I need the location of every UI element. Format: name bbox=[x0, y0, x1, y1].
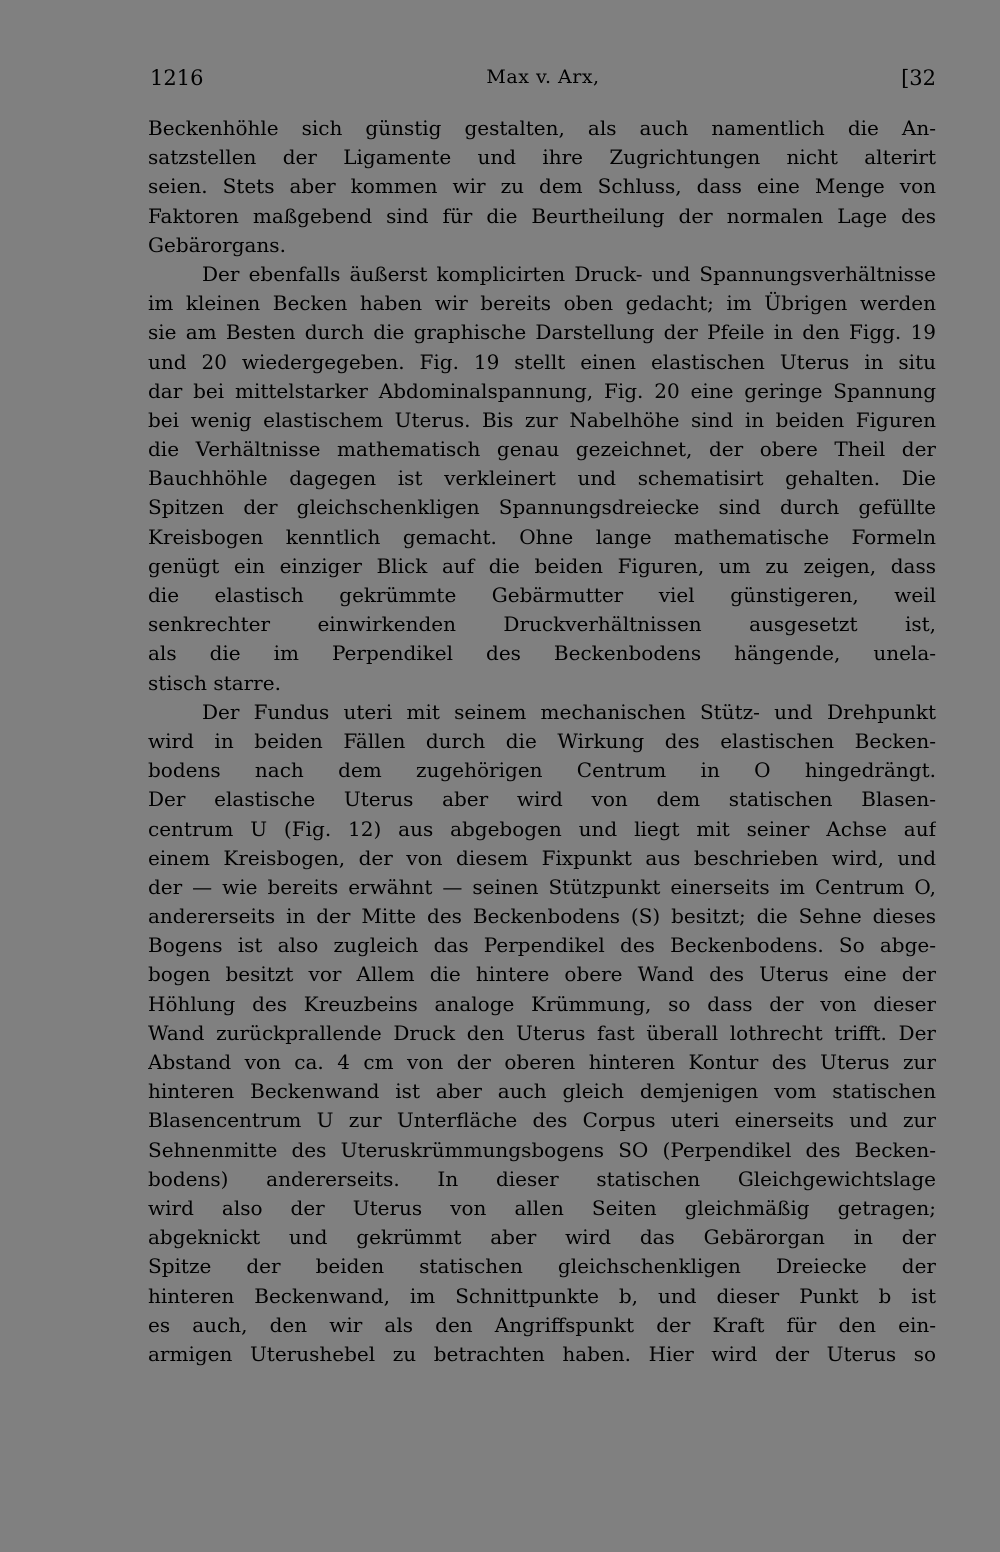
text-line: bei wenig elastischem Uterus. Bis zur Nabelhöhe sind in beiden Figuren bbox=[148, 407, 936, 432]
text-line: Bogens ist also zugleich das Perpendikel des Beckenbodens. So abge- bbox=[148, 933, 936, 958]
text-line: Bauchhöhle dagegen ist verkleinert und schematisirt gehalten. Die bbox=[148, 466, 936, 491]
text-line: centrum U (Fig. 12) aus abgebogen und liegt mit seiner Achse auf bbox=[148, 816, 936, 841]
text-line: Der elastische Uterus aber wird von dem statischen Blasen- bbox=[148, 787, 936, 812]
text-line: hinteren Beckenwand, im Schnittpunkte b, und dieser Punkt b ist bbox=[148, 1283, 936, 1308]
text-line: bodens) andererseits. In dieser statischen Gleichgewichtslage bbox=[148, 1166, 936, 1191]
text-line: die elastisch gekrümmte Gebärmutter viel günstigeren, weil bbox=[148, 583, 936, 607]
paragraph-first-line: Der ebenfalls äußerst komplicirten Druck- und Spannungsverhältnisse bbox=[202, 261, 936, 286]
text-line: hinteren Beckenwand ist aber auch gleich demjenigen vom statischen bbox=[148, 1079, 936, 1104]
text-line: es auch, den wir als den Angriffspunkt der Kraft für den ein- bbox=[148, 1312, 936, 1337]
text-line: andererseits in der Mitte des Beckenbodens (S) besitzt; die Sehne dieses bbox=[148, 904, 936, 929]
text-line: Beckenhöhle sich günstig gestalten, als auch namentlich die An- bbox=[148, 116, 936, 140]
text-line: dar bei mittelstarker Abdominalspannung, Fig. 20 eine geringe Spannung bbox=[148, 378, 936, 403]
text-line: einem Kreisbogen, der von diesem Fixpunkt aus beschrieben wird, und bbox=[148, 845, 936, 870]
text-line: bogen besitzt vor Allem die hintere obere Wand des Uterus eine der bbox=[148, 962, 936, 987]
text-line: armigen Uterushebel zu betrachten haben. Hier wird der Uterus so bbox=[148, 1341, 936, 1366]
text-line: sie am Besten durch die graphische Darstellung der Pfeile in den Figg. 19 bbox=[148, 320, 936, 345]
page-number: 1216 bbox=[150, 66, 204, 90]
section-number: [32 bbox=[901, 66, 936, 90]
text-line: stisch starre. bbox=[148, 670, 281, 695]
text-line: Faktoren maßgebend sind für die Beurtheilung der normalen Lage des bbox=[148, 203, 936, 228]
body-text bbox=[148, 114, 936, 1369]
text-line: wird in beiden Fällen durch die Wirkung des elastischen Becken- bbox=[148, 728, 936, 753]
text-line: Spitzen der gleichschenkligen Spannungsdreiecke sind durch gefüllte bbox=[148, 495, 936, 520]
text-line: als die im Perpendikel des Beckenbodens hängende, unela- bbox=[148, 641, 936, 666]
text-line: der — wie bereits erwähnt — seinen Stützpunkt einerseits im Centrum O, bbox=[148, 874, 936, 899]
text-line: Blasencentrum U zur Unterfläche des Corpus uteri einerseits und zur bbox=[148, 1108, 936, 1133]
text-line: seien. Stets aber kommen wir zu dem Schluss, dass eine Menge von bbox=[148, 174, 936, 199]
text-line: und 20 wiedergegeben. Fig. 19 stellt einen elastischen Uterus in situ bbox=[148, 349, 936, 374]
text-line: im kleinen Becken haben wir bereits oben gedacht; im Übrigen werden bbox=[148, 291, 936, 316]
running-head: Max v. Arx, bbox=[486, 66, 600, 88]
text-line: bodens nach dem zugehörigen Centrum in O hingedrängt. bbox=[148, 758, 936, 783]
text-line: Kreisbogen kenntlich gemacht. Ohne lange mathematische Formeln bbox=[148, 524, 936, 549]
text-line: genügt ein einziger Blick auf die beiden Figuren, um zu zeigen, dass bbox=[148, 553, 936, 578]
text-line: Abstand von ca. 4 cm von der oberen hinteren Kontur des Uterus zur bbox=[148, 1050, 936, 1074]
text-line: Wand zurückprallende Druck den Uterus fast überall lothrecht trifft. Der bbox=[148, 1020, 936, 1045]
text-line: Sehnenmitte des Uteruskrümmungsbogens SO (Perpendikel des Becken- bbox=[148, 1137, 936, 1162]
text-line: Gebärorgans. bbox=[148, 232, 286, 257]
page-header bbox=[150, 66, 936, 96]
paragraph-first-line: Der Fundus uteri mit seinem mechanischen Stütz- und Drehpunkt bbox=[202, 699, 936, 724]
text-line: Höhlung des Kreuzbeins analoge Krümmung, so dass der von dieser bbox=[148, 991, 936, 1016]
text-line: wird also der Uterus von allen Seiten gleichmäßig getragen; bbox=[148, 1195, 936, 1220]
text-line: satzstellen der Ligamente und ihre Zugrichtungen nicht alterirt bbox=[148, 145, 936, 170]
text-line: die Verhältnisse mathematisch genau gezeichnet, der obere Theil der bbox=[148, 437, 936, 462]
text-line: abgeknickt und gekrümmt aber wird das Gebärorgan in der bbox=[148, 1225, 936, 1250]
text-line: Spitze der beiden statischen gleichschenkligen Dreiecke der bbox=[148, 1254, 936, 1279]
text-line: senkrechter einwirkenden Druckverhältnissen ausgesetzt ist, bbox=[148, 612, 936, 637]
